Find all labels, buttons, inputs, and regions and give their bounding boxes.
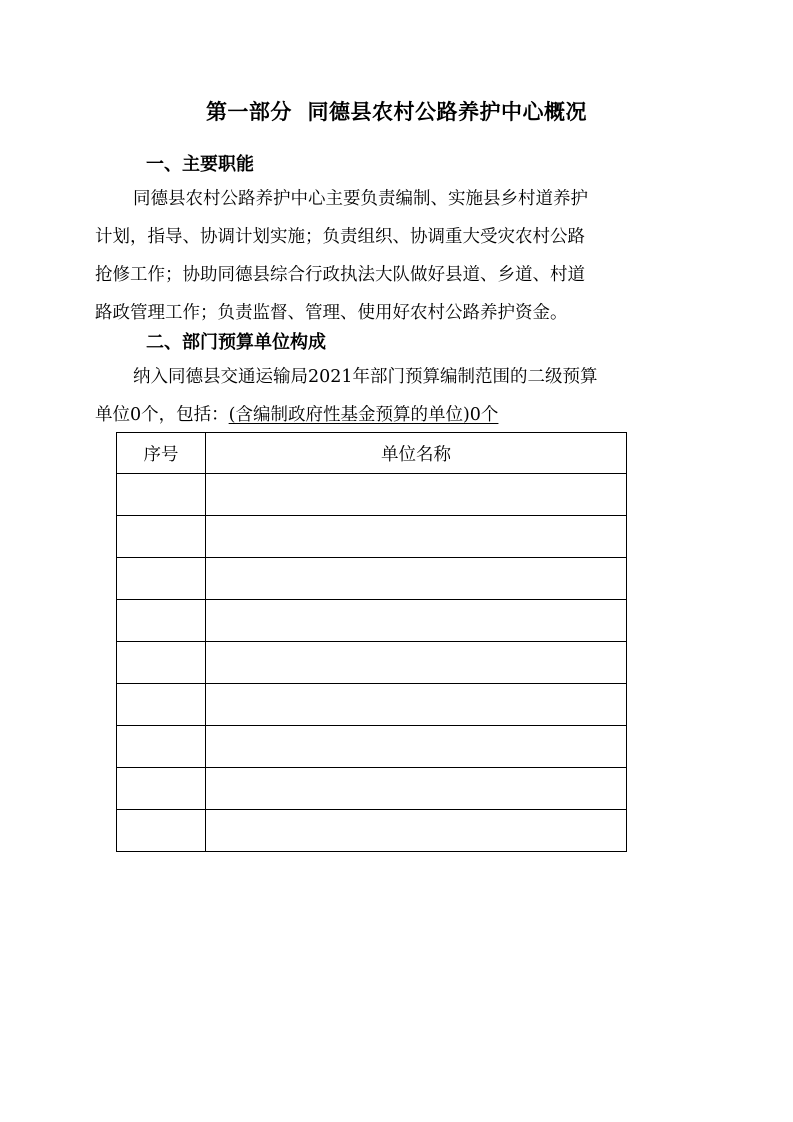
- cell-index: [117, 516, 206, 558]
- column-header-unit-name: 单位名称: [206, 433, 627, 474]
- cell-unit-name: [206, 642, 627, 684]
- cell-index: [117, 684, 206, 726]
- cell-index: [117, 474, 206, 516]
- table-header-row: [117, 433, 627, 474]
- table-row: [117, 474, 627, 516]
- table-row: [117, 768, 627, 810]
- cell-index: [117, 558, 206, 600]
- cell-index: [117, 600, 206, 642]
- functions-paragraph: [95, 180, 697, 332]
- cell-index: [117, 642, 206, 684]
- units-paragraph: [95, 358, 697, 434]
- section-heading-functions: 一、主要职能: [146, 154, 254, 175]
- paragraph-line: 同德县农村公路养护中心主要负责编制、实施县乡村道养护: [133, 189, 588, 209]
- table-row: [117, 600, 627, 642]
- cell-index: [117, 726, 206, 768]
- cell-unit-name: [206, 474, 627, 516]
- table-row: [117, 726, 627, 768]
- cell-unit-name: [206, 810, 627, 852]
- cell-unit-name: [206, 726, 627, 768]
- cell-unit-name: [206, 516, 627, 558]
- table-row: [117, 516, 627, 558]
- units-table: [116, 432, 627, 852]
- cell-unit-name: [206, 684, 627, 726]
- units-underlined-text: (含编制政府性基金预算的单位)0个: [228, 405, 499, 425]
- table-row: [117, 810, 627, 852]
- table-row: [117, 558, 627, 600]
- page-title: 第一部分 同德县农村公路养护中心概况: [205, 100, 588, 124]
- paragraph-line: 纳入同德县交通运输局2021年部门预算编制范围的二级预算: [133, 367, 598, 387]
- cell-unit-name: [206, 600, 627, 642]
- cell-unit-name: [206, 768, 627, 810]
- cell-unit-name: [206, 558, 627, 600]
- paragraph-line: 计划，指导、协调计划实施；负责组织、协调重大受灾农村公路: [95, 227, 585, 247]
- table-row: [117, 684, 627, 726]
- column-header-index: 序号: [117, 433, 206, 474]
- paragraph-line: 路政管理工作；负责监督、管理、使用好农村公路养护资金。: [95, 303, 568, 323]
- table-row: [117, 642, 627, 684]
- paragraph-line: 抢修工作；协助同德县综合行政执法大队做好县道、乡道、村道: [95, 265, 585, 285]
- cell-index: [117, 810, 206, 852]
- units-count-text: 单位0个，包括：: [95, 405, 229, 425]
- paragraph-line: [95, 396, 697, 434]
- table-body: [117, 474, 627, 852]
- cell-index: [117, 768, 206, 810]
- section-heading-units: 二、部门预算单位构成: [146, 332, 326, 353]
